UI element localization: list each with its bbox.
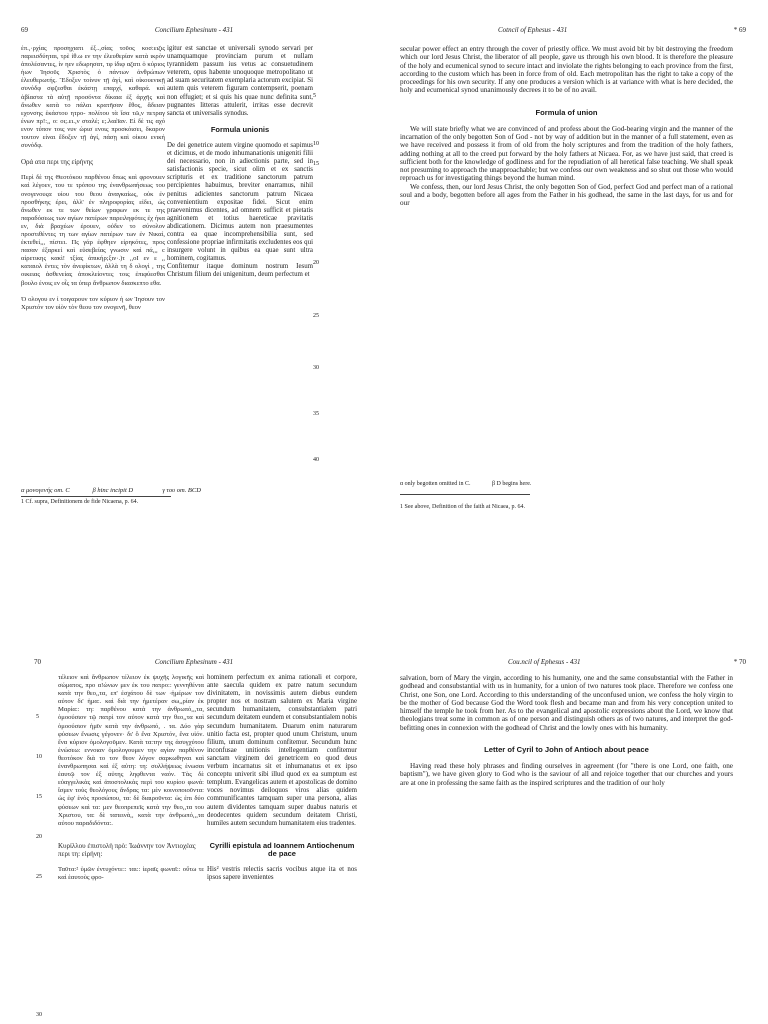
section-heading: Letter of Cyril to John of Antioch about peace (484, 744, 649, 754)
latin-column (207, 674, 357, 882)
line-number: 20 (313, 260, 319, 266)
footnote: 1 See above, Definition of the faith at Nicaea, p. 64. (400, 504, 525, 510)
greek-column (58, 674, 204, 882)
apparatus-note: α only begotten omitted in C. (400, 481, 471, 487)
latin-formula-text: De dei genetrice autem virgine quomodo et sapimus et dicimus, et de modo inhumanationis unigeniti filii dei necessario, non in adiectionis parte, sed in satisfactionis specie, sicut olim et ex sanctis scripturis et ex traditione sanctorum patrum percipientes habuimus, breviter enarramus, nihil penitus adicientes sanctorum patrum Nicaea convenientium expositae fidei. Sicut enim praevenimus dicentes, ad omnem sufficit et pietatis agnitionem et totius haereticae pravitatis abdicationem. Dicimus autem non praesumentes contra ea quae incomprehensibilia sunt, sed confessione propriae infirmitatis excludentes eos qui insurgere volunt in quibus ea quae sunt ultra hominem, cogitamus. (167, 141, 313, 263)
footnote: 1 Cf. supra, Definitionem de fide Nicaena, p. 64. (21, 499, 139, 505)
footnote-rule (21, 496, 171, 497)
running-header (0, 658, 388, 670)
line-number: 40 (313, 457, 319, 463)
latin-section-heading: Formula unionis (210, 124, 270, 134)
section-heading: Formula of union (535, 107, 598, 117)
english-column (400, 45, 733, 207)
running-header (388, 26, 768, 38)
page-69-english (388, 0, 768, 512)
latin-canon-text: igitur est sanctae et universali synodo servari per unamquamque provinciam purum et nullam tyrannidem passum ius vetus ac consuetudinem veterem, opus habente unoquoque metropolitano ut ad suam securitatem exemplaria actorum excipiat. Si autem quis veterem figuram contempserit, poenam non effugiet; et si quis his quae nunc definita sunt, pugnantes litteras attulerit, irritas esse decrevit sancta et universalis synodus. (167, 45, 313, 117)
page-70-english (388, 648, 768, 1024)
line-number: 15 (313, 161, 319, 167)
english-paragraph: Having read these holy phrases and finding ourselves in agreement (for "there is one Lord, one faith, one baptism"), we have given glory to God who is the saviour of all and rejoice together that our churches and yours are at one in professing the same faith as the inspired scriptures and the tradition of our holy (400, 762, 733, 787)
greek-confession-text: τέλειον καὶ ἄνθρωπον τέλειον ἐκ ψυχῆς λογικῆς καὶ σώματος, προ α!ώνων μεν ἐκ του πατρο:: γεννηθέντα κατὰ την θεο,,τα, επ' ἐσχάτου δὲ των ·ἡμέρων τον αὐτον δι' ἡμα:. καὶ διὰ την ἡμετέραν σω,,ρίαν ἐκ Μαρία:: τη: παρθένου κατὰ την ἀνθρωπό,,,τα, ὁμοούσιον τῷ πατρὶ τον αὐτον κατὰ την θεο,,τα καὶ ὁμοούσιον ἡμῖν κατὰ την ἀνθρωπό, . τα. Δύο γὰρ φύσεων ἕνωσις γέγονεν· δι' ὃ ἕνα Χριστόν, ἕνα υἱόν. ἕνα κύριον ὁμολογοῦμεν. Κατὰ τα:την της ἀσυγχύτου ἑνώσεω: εννοιαν ὁμολογουμεν την αγίαν παρθένον θεοτόκον διὰ το τον θεον λόγον σαρκωθηναι καὶ ἐνανθρωπησαι καὶ ἐξ αὐτη: τη: συλλήψεως ἑνωσαι ἐαυτῷ τον ἐξ αὐτης ληφθεντα ναόν. Τὰς δὲ εὐαγγελικὰς καὶ ἀποστολικὰς περὶ του κυρίου φωνά: ἴσμεν τοὺς θεολόγους ἄνδρας τα: μὲν κοινοποιοῦντα: ὡς ἐφ' ἑνὸς προσώπου, τα: δὲ διαιροῦντα: ὡς ἐπι δύο φύσεων καὶ τα: μεν θεοπρεπεῖς κατὰ την θεο,,τα του Χριστου, τα: δὲ ταπεινὰ,, κατὰ την ἀνθρωπό,,,τα αὐτου παραδιδόντα:. (58, 674, 204, 827)
line-number: 30 (36, 1012, 42, 1018)
apparatus-note: β hinc incipit D (92, 487, 134, 494)
greek-formula-text: Περὶ δὲ της Θεοτόκου παρθένου δπως καὶ φρονουεν καὶ λέγοεν, του τε τρόπου της ἐνανθρωπήσεως του ονογενουςα υίου του θεου ἀναγκαίως, οὐκ ἐν προσθήκης έρει, ἀλλ' ἐν πληροφορίας εἰδει, ὡς ἄνωθεν εκ τε των θείων γραφων εκ τε της παραδόσεως των αγίων πατέρων παρειληφότες ἐχ ήκα εν, διὰ βραχέων ἐρουεν, οὐδεν το σύνολον προστιθέντες τη των αγίων πατέρων των ἐν Νικαί, ἐκτεθεί,,, πίστει. Πς γάρ ἐφθηεν εἰρηκότες, προς πασαν ἐξαρκεί καὶ εὐσεβείας γνωσιν καὶ πά,,, c αίρετικης κακὶ! τξίας ἀπικήρ;ξιν·.)τ ,,οΙ εν ε ,, καταιολ ἑντες τὸν ἀνεφίκτων, ἀλλὰ τη δ ολογὶ , της οικειας ἀσθενείας ἀποκλείοντες τοις ἐπιφύεσθαι βουλο ένοις εν οἷς τα ύπερ ἄνθρωπον διασκεπτο εθα. (21, 174, 165, 287)
line-number: 35 (313, 411, 319, 417)
english-column (400, 674, 733, 787)
apparatus-note: γ του om. BCD (162, 487, 201, 494)
running-title: Cou.ncil of Ephesus - 431 (508, 658, 581, 666)
running-title: Concilium Ephesinum - 431 (154, 658, 234, 666)
line-number: 5 (36, 714, 39, 720)
latin-confession-text: hominem perfectum ex anima rationali et corpore, ante saecula quidem ex patre natum secundum divinitatem, in novissimis autem diebus eundem propter nos et nostram salutem ex Maria virgine secundum humanitatem, consubstantialem patri secundum deitatem eundem et consubstantialem nobis secundum humanitatem. Duarum enim naturarum unitio facta est, propter quod unum Christum, unum filium, unum dominum confitemur. Secundum hunc inconfusae unitionis intellegentiam confitemur sanctam virginem dei genetricem eo quod deus verbum incarnatus sit et inhumanatus et ex ipso conceptu univerit sibi illud quod ex ea sumptum est templum. Evangelicas autem et apostolicas de domino voces novimus deiloquos viros alias quidem communificantes tamquam super una persona, alias autem dividentes tamquam super duabus naturis et deodecentes quidem secundum deitatem Christi, humiles autem secundum humanitatem eius tradentes. (207, 674, 357, 827)
page-number: * 70 (733, 658, 746, 666)
page-number: * 69 (733, 26, 746, 34)
page-number: 69 (21, 26, 28, 34)
english-paragraph: secular power effect an entry through the cover of priestly office. We must avoid bit by bit destroying the freedom which our lord Jesus Christ, the liberator of all people, gave us through his own blood. It is therefore the pleasure of the holy and ecumenical synod to secure intact and inviolate the rights belonging to each province from the first, according to the custom which has been in force from of old. Each metropolitan has the right to take a copy of the proceedings for his own security. If any one produces a version which is at variance with what is here decided, the holy and ecumenical synod unanimously decrees it to be of no avail. (400, 45, 733, 95)
english-paragraph: We confess, then, our lord Jesus Christ, the only begotten Son of God, perfect God and perfect man of a rational soul and a body, begotten before all ages from the Father in his godhead, the same in the last days, for us and for our (400, 182, 733, 207)
line-number: 25 (36, 874, 42, 880)
latin-confession-text: Confitemur itaque dominum nostrum Iesum Christum filium dei unigenitum, deum perfectum et (167, 263, 313, 279)
latin-column (167, 45, 313, 280)
running-title: Concilium Ephesinum - 431 (154, 26, 234, 34)
running-header (0, 26, 388, 38)
critical-apparatus (21, 487, 321, 494)
page-number: 70 (34, 658, 41, 666)
running-header (388, 658, 768, 670)
line-number: 30 (313, 365, 319, 371)
greek-confession-text: Ὁ ολογου εν ἰ τοιγαρουν τον κύριον ἡ ων Ἰησουν τον Χριστόν τον υἱὸν τὸν θεου τον ονογενῆ, θεον (21, 295, 165, 311)
latin-section-heading: Cyrilli epistula ad Ioannem Antiochenum de pace (209, 840, 355, 858)
apparatus-note: α μονογενής om. C (21, 487, 70, 494)
english-paragraph: We will state briefly what we are convinced of and profess about the God-bearing virgin and the manner of the incarnation of the only begotten Son of God - not by way of addition but in the manner of a full statement, even as we have received and possess it from of old from the holy scriptures and from the tradition of the holy fathers, adding nothing at all to the creed put forward by the holy fathers at Nicaea. For, as we have just said, that creed is sufficient both for the knowledge of godliness and for the repudiation of all heretical false teaching. We shall speak not presuming to approach the unapproachable; but we confess our own weakness and so shut out those who would reproach us for investigating things beyond the human mind. (400, 124, 733, 183)
running-title: Cotncil of Ephesus - 431 (498, 26, 568, 34)
line-number: 5 (313, 93, 316, 99)
footnote-rule (400, 494, 530, 495)
line-number: 10 (313, 141, 319, 147)
greek-letter-text: Ταῦτα:² ὑμῶν ἐντυχόντε:: ται:: ἱεραῖς φωναῖ:: οὕτω τε καὶ ἑαυτοὺς φρο- (58, 865, 204, 882)
greek-canon-text: ἐπ.,·ρχίας προσηχιατι ἐξ..,σίας τοῦος κοσ:ειζις παρεισδύηται, τρὲ ἰθ.ω εν την ἐλευθερίαν κατὰ ικρὸν ἀπολέσαντες, ἰν ηεν εδωρησατ, τφ ἰδιφ αζατι ὁ κύριος ἡων Ἰησοῦς Χριστὸς ὁ πάντων ἀνθρώπων ἐλευθερωτής. Ἔδοξεν τοίνυν τῇ ἁγί, καὶ οἰκουενικῇ συνόδφ σφζεσθαι ἐκάστῃ επαρχί, καθαρά. καὶ ἀβίαστα τὰ αὐτῇ προσόντα δίκαια ἐξ ἀρχῆς καὶ ἄνωθεν κατὰ το πάλαι κρατῆσαν ἔθος, ἄδειαν εχοvσης ἑκάστου ητρο- πολίτου τὰ ἴσα τῶ,ν πετραγ ένων πρ!:,, ο: οι;.ει.,ν σταλέ; ε;.λαέῖαν. Εἰ δὲ τις αχό ενον τύπον τοις νυν ώρισ ενοις προσκόισει, δκαρον τουτον είναι ἔδοξεν τῇ ἁγί, πάσῃ καὶ οἰκου ενική συνόδφ. (21, 45, 165, 150)
line-number: 15 (36, 794, 42, 800)
page-70-greek-latin (0, 648, 388, 1024)
line-number: 25 (313, 313, 319, 319)
line-number: 10 (36, 754, 42, 760)
page-69-greek-latin (0, 0, 388, 512)
line-number: 20 (36, 834, 42, 840)
greek-section-heading: Ορά ατα περι της εἰρήνης (21, 158, 94, 167)
apparatus-note: β D begins here. (491, 481, 532, 487)
latin-letter-text: His² vestris relectis sacris vocibus atque ita et nos ipsos sapere invenientes (207, 865, 357, 882)
greek-column (21, 45, 165, 312)
greek-section-heading: Κυρίλλου ἐπιστολὴ πρὸ: Ἰωάννην τον Ἀντιοχέας περι τη: εἰρήνη: (58, 841, 196, 858)
english-paragraph: salvation, born of Mary the virgin, according to his humanity, one and the same consubstantial with the Father in godhead and consubstantial with us in humanity, for a union of two natures took place. Therefore we confess one Christ, one Son, one Lord. According to this understanding of the unconfused union, we confess the holy virgin to be the mother of God because God the Word took flesh and became man and from his very conception united to himself the temple he took from her. As to the evangelical and apostolic expressions about the Lord, we know that theologians treat some in common as of one person and distinguish others as of two natures, and interpret the god-befitting ones in connexion with the godhead of Christ and the lowly ones with his humanity. (400, 674, 733, 732)
critical-apparatus (400, 481, 733, 487)
